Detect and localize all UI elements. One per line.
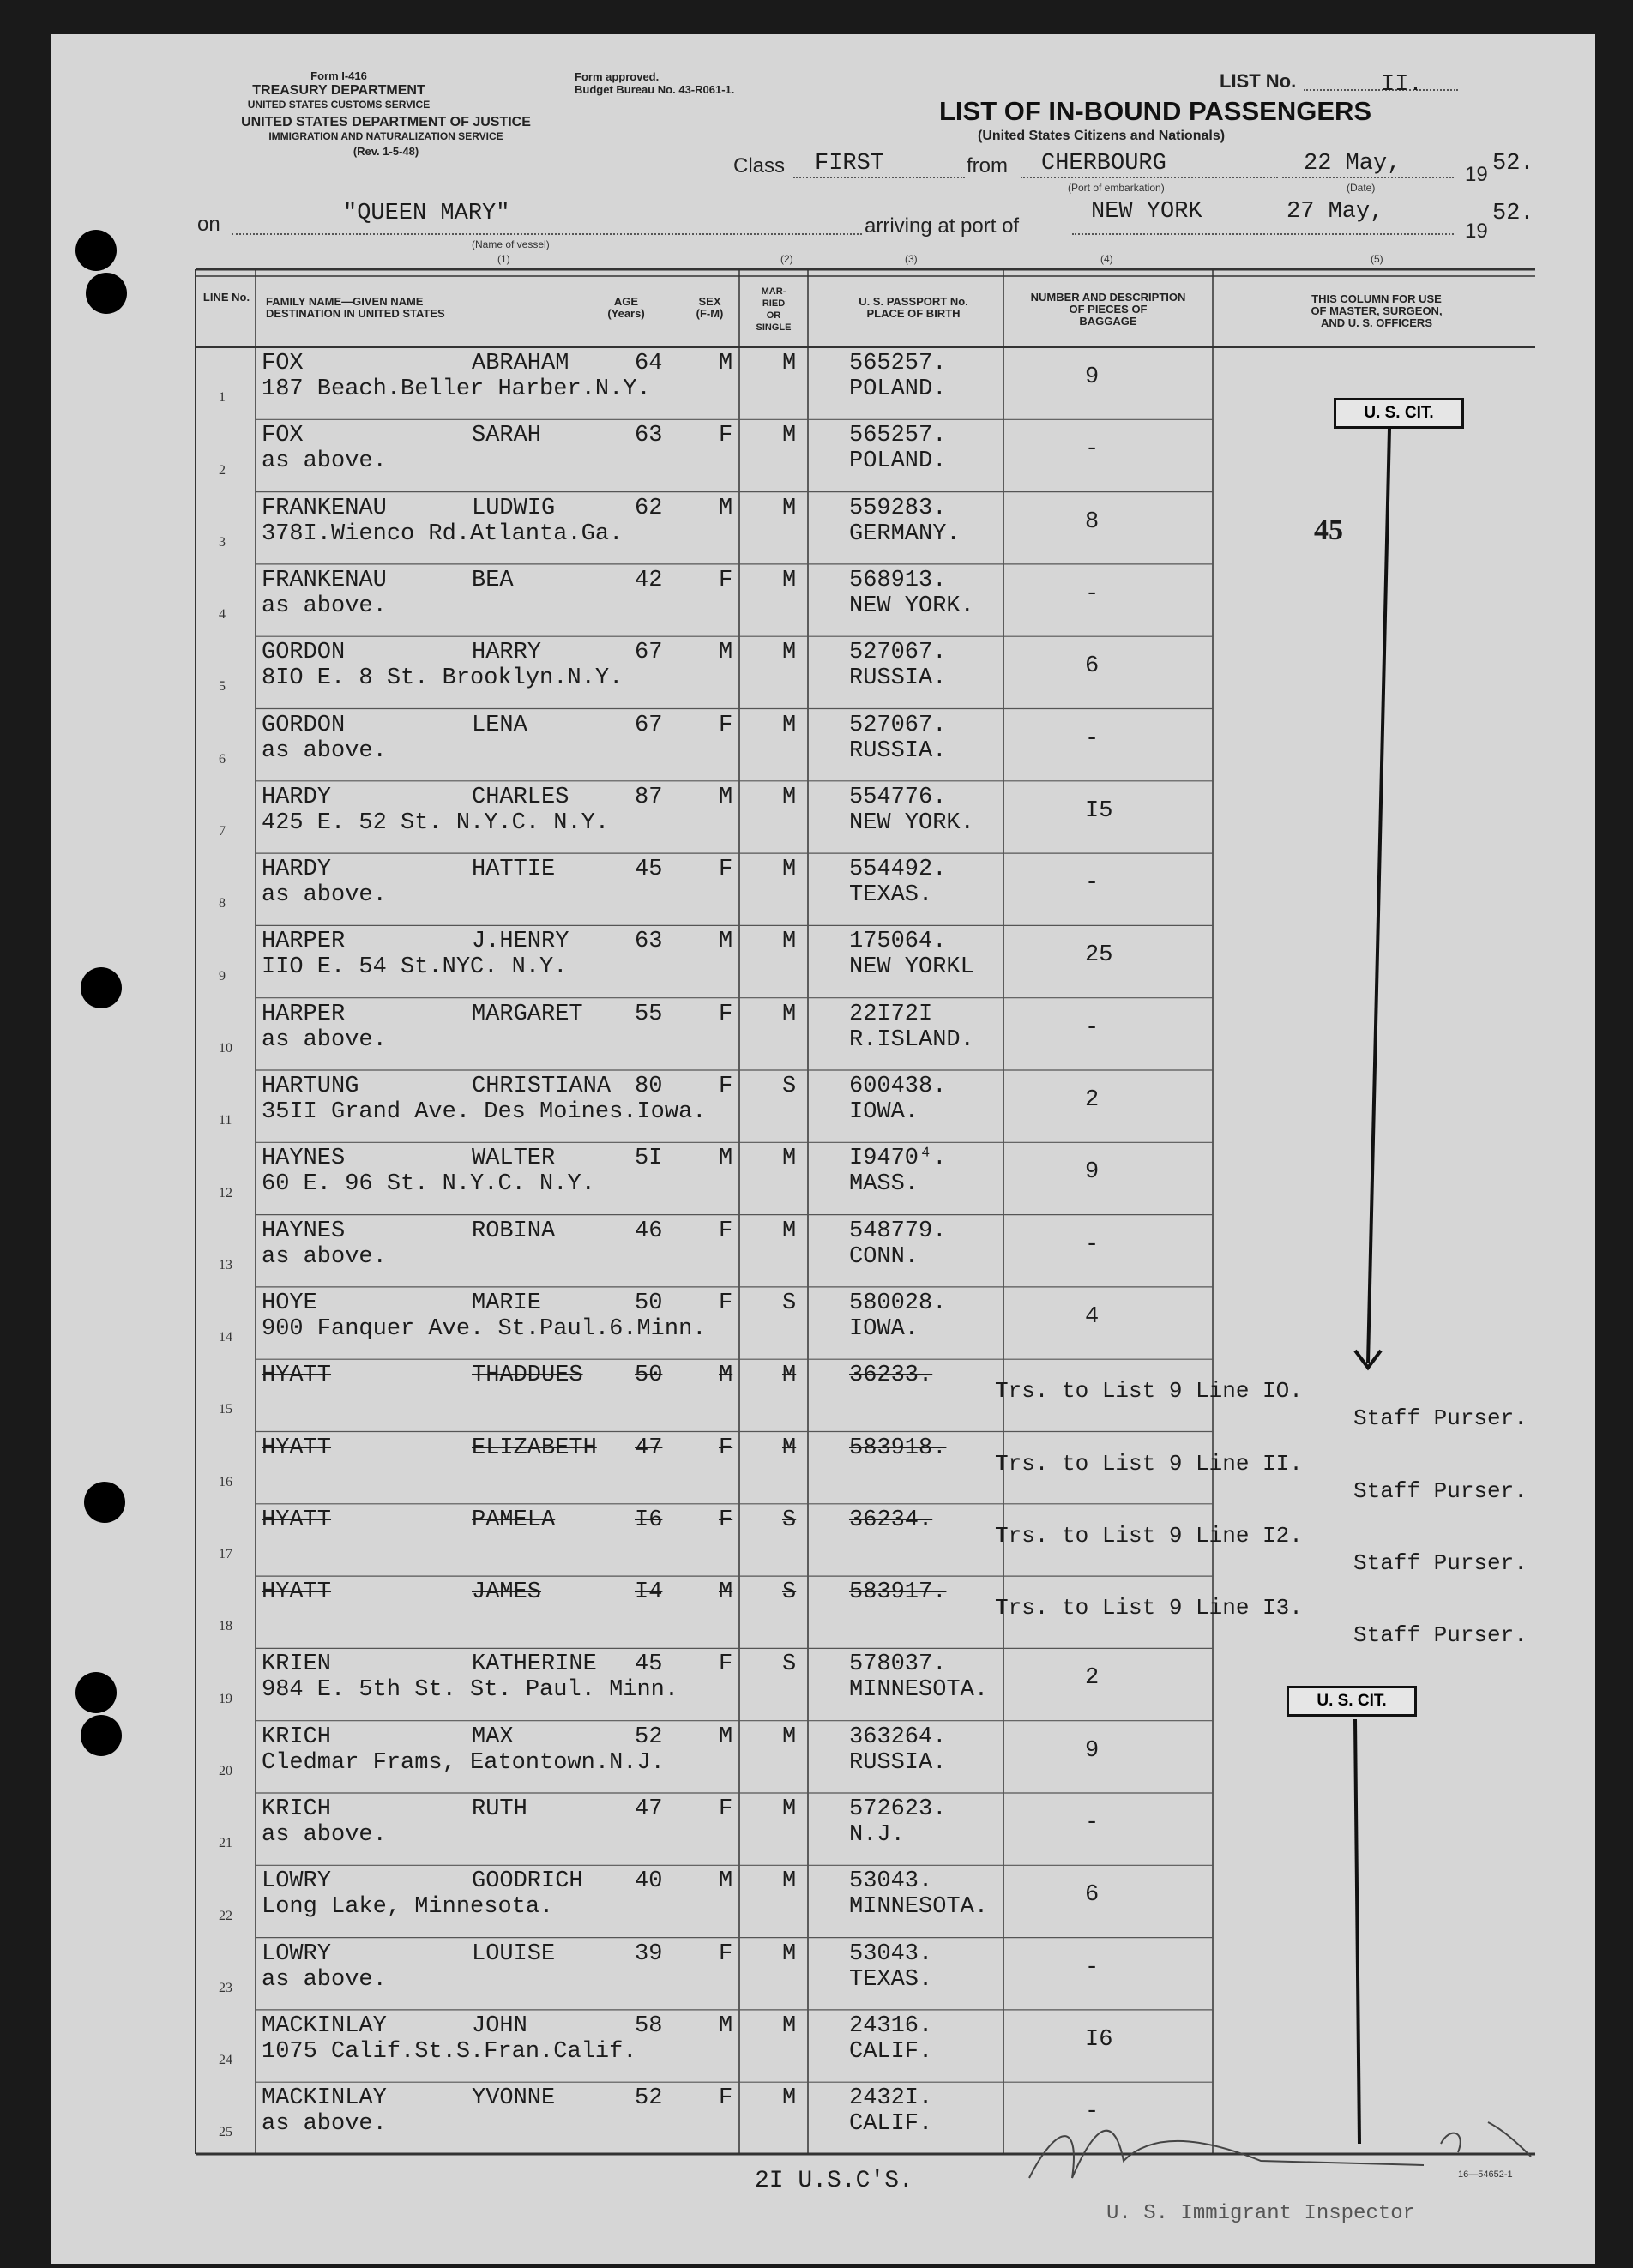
- place-of-birth: RUSSIA.: [849, 737, 947, 764]
- marital-status: M: [782, 1940, 797, 1967]
- passport-number: 175064.: [849, 929, 947, 955]
- us-citizen-stamp-2: U. S. CIT.: [1287, 1686, 1417, 1717]
- given-name: GOODRICH: [472, 1868, 583, 1895]
- line-number: 1: [219, 390, 226, 406]
- vessel-caption: (Name of vessel): [472, 238, 550, 250]
- marital-status: M: [782, 640, 797, 666]
- place-of-birth: N.J.: [849, 1822, 905, 1848]
- passport-number: 580028.: [849, 1290, 947, 1316]
- marital-status: M: [782, 857, 797, 883]
- destination: 900 Fanquer Ave. St.Paul.6.Minn.: [262, 1315, 707, 1342]
- age: 62: [635, 495, 663, 521]
- passport-number: 24316.: [849, 2012, 933, 2039]
- baggage-count: 9: [1085, 1737, 1100, 1764]
- passport-number: 53043.: [849, 1868, 933, 1895]
- given-name: JOHN: [472, 2012, 527, 2039]
- age: 47: [635, 1435, 663, 1461]
- col-header-name: FAMILY NAME—GIVEN NAME DESTINATION IN UNITED STATES: [266, 295, 445, 320]
- destination: 425 E. 52 St. N.Y.C. N.Y.: [262, 809, 610, 836]
- line-number: 11: [219, 1113, 232, 1128]
- passport-number: 363264.: [849, 1724, 947, 1750]
- age: I4: [635, 1579, 663, 1606]
- destination: as above.: [262, 1966, 387, 1993]
- family-name: HOYE: [262, 1290, 317, 1316]
- col-num-5: (5): [1371, 253, 1383, 265]
- year-prefix-2: 19: [1465, 220, 1488, 243]
- line-number: 10: [219, 1040, 232, 1056]
- given-name: SARAH: [472, 423, 542, 449]
- line-number: 24: [219, 2053, 232, 2068]
- col-header-married: MAR- RIED OR SINGLE: [756, 286, 792, 333]
- passport-number: 565257.: [849, 351, 947, 376]
- place-of-birth: GERMANY.: [849, 520, 961, 547]
- transfer-note: Trs. to List 9 Line IO.: [995, 1378, 1303, 1405]
- sex: F: [719, 1435, 733, 1461]
- family-name: LOWRY: [262, 1868, 332, 1895]
- sex: M: [719, 1868, 733, 1895]
- year-prefix: 19: [1465, 163, 1488, 186]
- sex: F: [719, 1651, 733, 1678]
- place-of-birth: RUSSIA.: [849, 665, 947, 692]
- marital-status: M: [782, 1435, 797, 1461]
- line-number: 21: [219, 1836, 232, 1851]
- line-number: 2: [219, 462, 226, 478]
- passport-number: 565257.: [849, 423, 947, 449]
- line-number: 5: [219, 679, 226, 695]
- family-name: HARTUNG: [262, 1074, 359, 1099]
- marital-status: M: [782, 1218, 797, 1244]
- given-name: MARGARET: [472, 1001, 583, 1027]
- from-label: from: [967, 154, 1008, 177]
- passport-number: 22I72I: [849, 1001, 933, 1027]
- family-name: KRICH: [262, 1796, 332, 1822]
- age: 55: [635, 1001, 663, 1027]
- marital-status: S: [782, 1579, 797, 1606]
- given-name: LUDWIG: [472, 495, 556, 521]
- family-name: GORDON: [262, 640, 346, 666]
- given-name: JAMES: [472, 1579, 542, 1606]
- sex: M: [719, 1724, 733, 1750]
- age: 42: [635, 567, 663, 593]
- marital-status: S: [782, 1290, 797, 1316]
- marital-status: M: [782, 1796, 797, 1822]
- given-name: YVONNE: [472, 2085, 556, 2112]
- destination: IIO E. 54 St.NYC. N.Y.: [262, 954, 568, 981]
- given-name: ROBINA: [472, 1218, 556, 1244]
- family-name: HARDY: [262, 857, 332, 883]
- passport-number: 578037.: [849, 1651, 947, 1678]
- baggage-count: 8: [1085, 508, 1100, 535]
- baggage-count: -: [1085, 581, 1100, 607]
- form-code: 16—54652-1: [1458, 2169, 1513, 2180]
- family-name: HYATT: [262, 1435, 332, 1461]
- family-name: MACKINLAY: [262, 2012, 387, 2039]
- marital-status: S: [782, 1507, 797, 1533]
- passport-number: 559283.: [849, 495, 947, 521]
- passport-number: 583918.: [849, 1435, 947, 1461]
- age: 87: [635, 784, 663, 810]
- age: 45: [635, 857, 663, 883]
- sex: F: [719, 857, 733, 883]
- marital-status: M: [782, 351, 797, 376]
- family-name: HARPER: [262, 929, 346, 955]
- date-arrival-value: 27 May,: [1287, 199, 1384, 225]
- given-name: BEA: [472, 567, 514, 593]
- passport-number: 600438.: [849, 1074, 947, 1099]
- marital-status: M: [782, 1146, 797, 1172]
- sex: M: [719, 1363, 733, 1389]
- sex: M: [719, 929, 733, 955]
- form-header-justice: UNITED STATES DEPARTMENT OF JUSTICE IMMIGRATION AND NATURALIZATION SERVICE (Rev. 1-5-48): [241, 115, 531, 158]
- age: 58: [635, 2012, 663, 2039]
- sex: M: [719, 640, 733, 666]
- marital-status: M: [782, 2085, 797, 2112]
- transfer-note: Trs. to List 9 Line I2.: [995, 1522, 1303, 1549]
- baggage-count: -: [1085, 725, 1100, 752]
- destination: 187 Beach.Beller Harber.N.Y.: [262, 376, 651, 402]
- family-name: HYATT: [262, 1507, 332, 1533]
- destination: as above.: [262, 1822, 387, 1848]
- age: 64: [635, 351, 663, 376]
- sex: F: [719, 567, 733, 593]
- transfer-note: Trs. to List 9 Line I3.: [995, 1595, 1303, 1621]
- form-header-treasury: Form I-416 TREASURY DEPARTMENT UNITED STATES CUSTOMS SERVICE: [247, 69, 431, 111]
- marital-status: M: [782, 1868, 797, 1895]
- line-number: 25: [219, 2125, 232, 2140]
- given-name: J.HENRY: [472, 929, 569, 955]
- baggage-count: 25: [1085, 942, 1113, 969]
- form-approval: Form approved. Budget Bureau No. 43-R061-1.: [575, 70, 735, 96]
- passport-number: 527067.: [849, 640, 947, 666]
- date-caption: (Date): [1347, 182, 1376, 194]
- given-name: CHARLES: [472, 784, 569, 810]
- line-number: 22: [219, 1908, 232, 1923]
- destination: as above.: [262, 1026, 387, 1053]
- marital-status: M: [782, 1363, 797, 1389]
- col-header-officers: THIS COLUMN FOR USE OF MASTER, SURGEON, AND U. S. OFFICERS: [1311, 292, 1443, 329]
- line-number: 23: [219, 1980, 232, 1995]
- passport-number: 2432I.: [849, 2085, 933, 2112]
- destination: Cledmar Frams, Eatontown.N.J.: [262, 1749, 665, 1776]
- age: 52: [635, 1724, 663, 1750]
- place-of-birth: POLAND.: [849, 448, 947, 475]
- age: 45: [635, 1651, 663, 1678]
- line-number: 6: [219, 751, 226, 767]
- line-number: 19: [219, 1691, 232, 1706]
- family-name: HYATT: [262, 1579, 332, 1606]
- baggage-count: 9: [1085, 364, 1100, 390]
- sex: M: [719, 2012, 733, 2039]
- tally-count: 45: [1314, 514, 1343, 546]
- marital-status: M: [782, 423, 797, 449]
- baggage-count: I5: [1085, 797, 1113, 824]
- family-name: FOX: [262, 351, 304, 376]
- destination: as above.: [262, 1243, 387, 1270]
- destination: 1075 Calif.St.S.Fran.Calif.: [262, 2038, 637, 2065]
- col-header-baggage: NUMBER AND DESCRIPTION OF PIECES OF BAGGAGE: [1030, 291, 1186, 328]
- passport-number: 36233.: [849, 1363, 933, 1389]
- sex: F: [719, 1218, 733, 1244]
- given-name: KATHERINE: [472, 1651, 597, 1678]
- age: 63: [635, 423, 663, 449]
- sex: M: [719, 1579, 733, 1606]
- marital-status: M: [782, 567, 797, 593]
- col-num-2: (2): [780, 253, 793, 265]
- baggage-count: 2: [1085, 1665, 1100, 1692]
- sex: F: [719, 1074, 733, 1099]
- passport-number: 583917.: [849, 1579, 947, 1606]
- family-name: FRANKENAU: [262, 495, 387, 521]
- given-name: PAMELA: [472, 1507, 556, 1533]
- given-name: LOUISE: [472, 1940, 556, 1967]
- given-name: LENA: [472, 712, 527, 738]
- age: 63: [635, 929, 663, 955]
- place-of-birth: MINNESOTA.: [849, 1677, 989, 1704]
- family-name: KRICH: [262, 1724, 332, 1750]
- baggage-count: -: [1085, 2099, 1100, 2126]
- destination: as above.: [262, 737, 387, 764]
- passport-number: 554492.: [849, 857, 947, 883]
- transfer-signature: Staff Purser.: [1353, 1549, 1528, 1576]
- given-name: RUTH: [472, 1796, 527, 1822]
- given-name: MARIE: [472, 1290, 542, 1316]
- baggage-count: -: [1085, 1014, 1100, 1041]
- sex: M: [719, 351, 733, 376]
- given-name: THADDUES: [472, 1363, 583, 1389]
- family-name: HAYNES: [262, 1218, 346, 1244]
- port-embark-caption: (Port of embarkation): [1068, 182, 1165, 194]
- date-embark-value: 22 May,: [1304, 151, 1401, 177]
- baggage-count: 9: [1085, 1159, 1100, 1186]
- age: 40: [635, 1868, 663, 1895]
- family-name: FRANKENAU: [262, 567, 387, 593]
- sex: F: [719, 2085, 733, 2112]
- family-name: FOX: [262, 423, 304, 449]
- line-number: 9: [219, 968, 226, 984]
- given-name: HATTIE: [472, 857, 556, 883]
- age: 80: [635, 1074, 663, 1099]
- destination: as above.: [262, 448, 387, 475]
- age: 5I: [635, 1146, 663, 1172]
- baggage-count: 2: [1085, 1087, 1100, 1113]
- sex: F: [719, 712, 733, 738]
- marital-status: M: [782, 784, 797, 810]
- destination: as above.: [262, 882, 387, 909]
- transfer-signature: Staff Purser.: [1353, 1622, 1528, 1649]
- passport-number: 53043.: [849, 1940, 933, 1967]
- port-arrival-value: NEW YORK: [1091, 199, 1202, 225]
- marital-status: M: [782, 495, 797, 521]
- place-of-birth: CONN.: [849, 1243, 919, 1270]
- year-value-2: 52.: [1492, 201, 1534, 226]
- destination: 60 E. 96 St. N.Y.C. N.Y.: [262, 1171, 595, 1198]
- family-name: HARDY: [262, 784, 332, 810]
- form-title: LIST OF IN-BOUND PASSENGERS: [939, 96, 1372, 126]
- place-of-birth: IOWA.: [849, 1099, 919, 1125]
- destination: as above.: [262, 593, 387, 619]
- line-number: 4: [219, 607, 226, 623]
- place-of-birth: CALIF.: [849, 2038, 933, 2065]
- baggage-count: -: [1085, 1954, 1100, 1981]
- col-header-age: AGE (Years): [607, 295, 645, 320]
- list-no-value: II.: [1381, 72, 1423, 98]
- line-number: 15: [219, 1402, 232, 1417]
- place-of-birth: TEXAS.: [849, 1966, 933, 1993]
- passport-number: I9470⁴.: [849, 1146, 947, 1172]
- destination: 984 E. 5th St. St. Paul. Minn.: [262, 1677, 679, 1704]
- marital-status: M: [782, 929, 797, 955]
- arriving-label: arriving at port of: [865, 214, 1020, 238]
- col-num-1: (1): [497, 253, 510, 265]
- sex: M: [719, 784, 733, 810]
- col-header-passport: U. S. PASSPORT No. PLACE OF BIRTH: [859, 295, 968, 320]
- vessel-name: "QUEEN MARY": [343, 201, 510, 226]
- age: 46: [635, 1218, 663, 1244]
- passport-number: 572623.: [849, 1796, 947, 1822]
- family-name: HAYNES: [262, 1146, 346, 1172]
- place-of-birth: NEW YORKL: [849, 954, 974, 981]
- line-number: 8: [219, 896, 226, 911]
- place-of-birth: MINNESOTA.: [849, 1894, 989, 1921]
- us-citizen-stamp: U. S. CIT.: [1334, 398, 1464, 429]
- inspector-title: U. S. Immigrant Inspector: [1106, 2202, 1416, 2225]
- destination: 8IO E. 8 St. Brooklyn.N.Y.: [262, 665, 624, 692]
- age: 39: [635, 1940, 663, 1967]
- line-number: 14: [219, 1330, 232, 1345]
- age: 67: [635, 640, 663, 666]
- baggage-count: 6: [1085, 653, 1100, 680]
- class-value: FIRST: [815, 151, 885, 177]
- family-name: HARPER: [262, 1001, 346, 1027]
- line-number: 16: [219, 1474, 232, 1489]
- age: I6: [635, 1507, 663, 1533]
- on-label: on: [197, 213, 220, 236]
- marital-status: M: [782, 1001, 797, 1027]
- place-of-birth: TEXAS.: [849, 882, 933, 909]
- transfer-signature: Staff Purser.: [1353, 1477, 1528, 1504]
- transfer-signature: Staff Purser.: [1353, 1405, 1528, 1432]
- passport-number: 568913.: [849, 567, 947, 593]
- age: 50: [635, 1290, 663, 1316]
- passport-number: 527067.: [849, 712, 947, 738]
- destination: as above.: [262, 2111, 387, 2138]
- family-name: MACKINLAY: [262, 2085, 387, 2112]
- passport-number: 36234.: [849, 1507, 933, 1533]
- family-name: HYATT: [262, 1363, 332, 1389]
- sex: F: [719, 1001, 733, 1027]
- age: 47: [635, 1796, 663, 1822]
- sex: F: [719, 1507, 733, 1533]
- age: 67: [635, 712, 663, 738]
- baggage-count: -: [1085, 870, 1100, 897]
- age: 50: [635, 1363, 663, 1389]
- line-number: 12: [219, 1185, 232, 1200]
- sex: F: [719, 1940, 733, 1967]
- line-number: 17: [219, 1547, 232, 1562]
- destination: 378I.Wienco Rd.Atlanta.Ga.: [262, 520, 624, 547]
- given-name: ELIZABETH: [472, 1435, 597, 1461]
- line-number: 13: [219, 1257, 232, 1272]
- given-name: HARRY: [472, 640, 542, 666]
- marital-status: M: [782, 2012, 797, 2039]
- marital-status: S: [782, 1651, 797, 1678]
- baggage-count: I6: [1085, 2026, 1113, 2053]
- col-header-sex: SEX (F-M): [696, 295, 724, 320]
- baggage-count: -: [1085, 1231, 1100, 1258]
- place-of-birth: NEW YORK.: [849, 809, 974, 836]
- place-of-birth: IOWA.: [849, 1315, 919, 1342]
- sex: F: [719, 1290, 733, 1316]
- year-value: 52.: [1492, 151, 1534, 177]
- list-no-label: LIST No.: [1220, 70, 1297, 92]
- sex: M: [719, 495, 733, 521]
- sex: F: [719, 1796, 733, 1822]
- family-name: GORDON: [262, 712, 346, 738]
- col-num-4: (4): [1100, 253, 1113, 265]
- line-number: 3: [219, 534, 226, 550]
- given-name: MAX: [472, 1724, 514, 1750]
- marital-status: S: [782, 1074, 797, 1099]
- col-header-line-no: LINE No.: [202, 291, 250, 304]
- baggage-count: -: [1085, 436, 1100, 463]
- destination: Long Lake, Minnesota.: [262, 1894, 554, 1921]
- age: 52: [635, 2085, 663, 2112]
- given-name: CHRISTIANA: [472, 1074, 612, 1099]
- baggage-count: 4: [1085, 1303, 1100, 1330]
- marital-status: M: [782, 1724, 797, 1750]
- baggage-count: -: [1085, 1810, 1100, 1836]
- class-label: Class: [733, 154, 786, 177]
- family-name: LOWRY: [262, 1940, 332, 1967]
- place-of-birth: NEW YORK.: [849, 593, 974, 619]
- col-num-3: (3): [905, 253, 918, 265]
- place-of-birth: RUSSIA.: [849, 1749, 947, 1776]
- place-of-birth: MASS.: [849, 1171, 919, 1198]
- passport-number: 554776.: [849, 784, 947, 810]
- line-number: 20: [219, 1763, 232, 1778]
- family-name: KRIEN: [262, 1651, 332, 1678]
- line-number: 18: [219, 1619, 232, 1634]
- given-name: WALTER: [472, 1146, 556, 1172]
- sex: M: [719, 1146, 733, 1172]
- given-name: ABRAHAM: [472, 351, 569, 376]
- destination: 35II Grand Ave. Des Moines.Iowa.: [262, 1099, 707, 1125]
- passport-number: 548779.: [849, 1218, 947, 1244]
- place-of-birth: CALIF.: [849, 2111, 933, 2138]
- marital-status: M: [782, 712, 797, 738]
- place-of-birth: R.ISLAND.: [849, 1026, 974, 1053]
- baggage-count: 6: [1085, 1882, 1100, 1909]
- place-of-birth: POLAND.: [849, 376, 947, 402]
- line-number: 7: [219, 824, 226, 839]
- transfer-note: Trs. to List 9 Line II.: [995, 1450, 1303, 1477]
- port-embark-value: CHERBOURG: [1041, 151, 1166, 177]
- footer-total: 2I U.S.C'S.: [755, 2168, 913, 2194]
- sex: F: [719, 423, 733, 449]
- form-subtitle: (United States Citizens and Nationals): [978, 129, 1226, 143]
